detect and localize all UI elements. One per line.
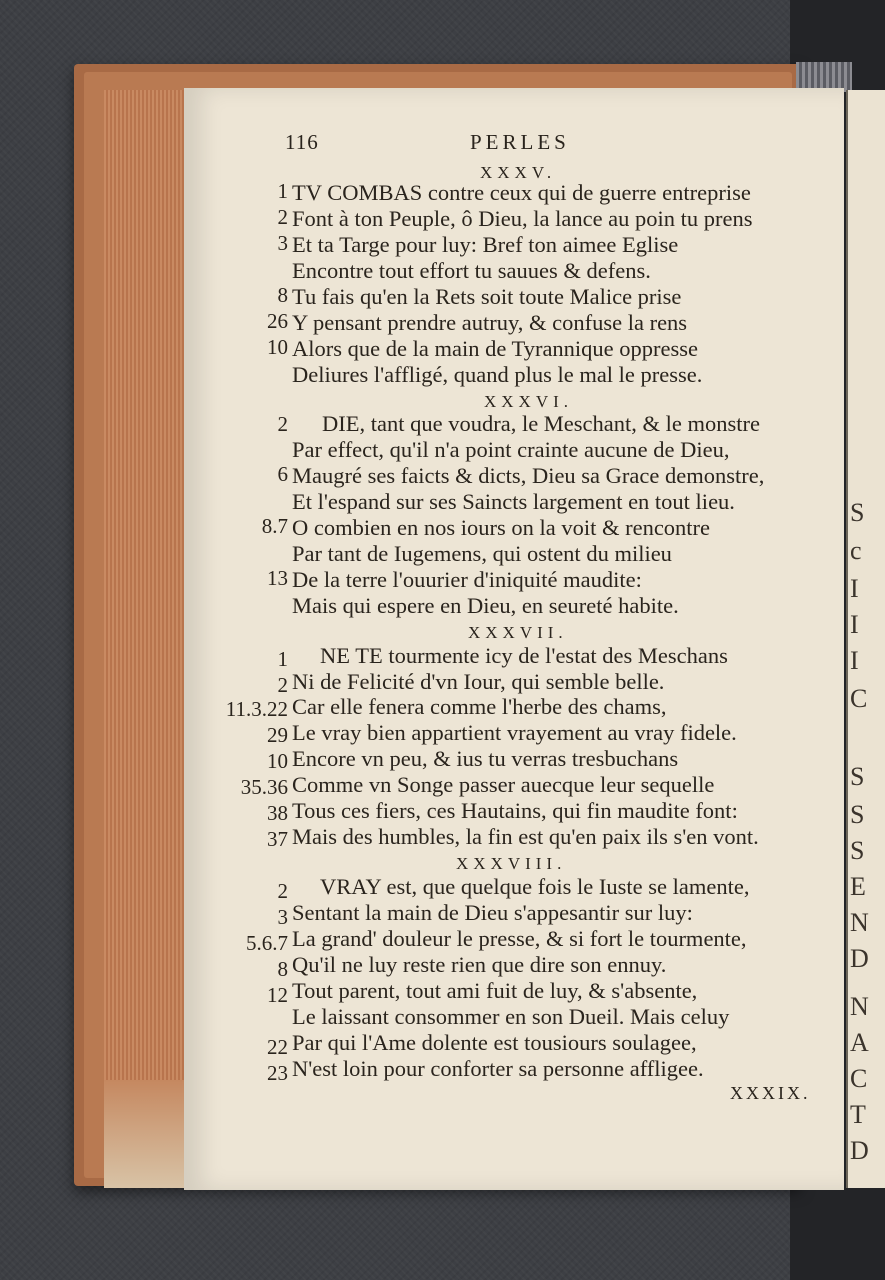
page-edges-lower: [104, 1080, 190, 1188]
verse-line: NE TE tourmente icy de l'estat des Meschans: [320, 643, 728, 668]
section-heading: XXXVIII.: [456, 854, 567, 873]
verse-line: Qu'il ne luy reste rien que dire son ennuy.: [292, 952, 667, 977]
verse-line: Par tant de Iugemens, qui ostent du milieu: [292, 541, 672, 566]
verse-line: Ni de Felicité d'vn Iour, qui semble belle.: [292, 669, 665, 694]
facing-page-edge: S c I I I C S S S E N D N A C T D: [846, 90, 885, 1188]
verse-line: Mais des humbles, la fin est qu'en paix ils s'en vont.: [292, 824, 759, 849]
verse-line: Alors que de la main de Tyrannique oppresse: [292, 336, 699, 361]
verse-ref: 8: [277, 957, 288, 981]
verse-ref: 11.3.22: [225, 697, 288, 721]
verse-line: VRAY est, que quelque fois le Iuste se lamente,: [320, 874, 750, 899]
verse-ref: 12: [267, 983, 288, 1007]
verse-line: Encore vn peu, & ius tu verras tresbuchans: [292, 746, 679, 771]
verse-line: De la terre l'ouurier d'iniquité maudite:: [292, 567, 642, 592]
verse-ref: 5.6.7: [246, 931, 288, 955]
page-number: 116: [285, 130, 319, 154]
verse-line: N'est loin pour conforter sa personne affligee.: [292, 1056, 704, 1081]
verse-ref: 3: [277, 231, 288, 255]
verse-ref: 23: [267, 1061, 288, 1085]
verse-ref: 2: [277, 673, 288, 697]
verse-line: Encontre tout effort tu sauues & defens.: [292, 258, 651, 283]
verse-line: Le vray bien appartient vrayement au vray fidele.: [292, 720, 737, 745]
verse-ref: 35.36: [240, 775, 288, 799]
verse-ref: 2: [277, 205, 288, 229]
verse-line: La grand' douleur le presse, & si fort le tourmente,: [292, 926, 747, 951]
verse-ref: 10: [267, 335, 288, 359]
catchword: XXXIX.: [730, 1083, 811, 1103]
verse-ref: 1: [277, 179, 288, 203]
verse-line: Y pensant prendre autruy, & confuse la rens: [292, 310, 688, 335]
verse-line: Font à ton Peuple, ô Dieu, la lance au poin tu prens: [292, 206, 753, 231]
page-edges: [104, 90, 191, 1188]
verse-line: Et l'espand sur ses Saincts largement en tout lieu.: [292, 489, 735, 514]
verse-line: Mais qui espere en Dieu, en seureté habite.: [292, 593, 679, 618]
verse-line: Tout parent, tout ami fuit de luy, & s'absente,: [292, 978, 698, 1003]
section-heading: XXXVII.: [468, 623, 568, 642]
verse-ref: 38: [267, 801, 288, 825]
verse-line: Maugré ses faicts & dicts, Dieu sa Grace demonstre,: [292, 463, 765, 488]
verse-line: Par effect, qu'il n'a point crainte aucune de Dieu,: [292, 437, 730, 462]
verse-ref: 22: [267, 1035, 288, 1059]
verse-line: Comme vn Songe passer auecque leur sequelle: [292, 772, 715, 797]
verse-line: O combien en nos iours on la voit & rencontre: [292, 515, 711, 540]
verse-line: TV COMBAS contre ceux qui de guerre entreprise: [292, 180, 751, 205]
verse-line: Tu fais qu'en la Rets soit toute Malice prise: [292, 284, 682, 309]
verse-line: Deliures l'affligé, quand plus le mal le presse.: [292, 362, 703, 387]
verse-ref: 10: [267, 749, 288, 773]
verse-ref: 8.7: [261, 514, 288, 538]
verse-line: Sentant la main de Dieu s'appesantir sur luy:: [292, 900, 693, 925]
running-title: PERLES: [470, 130, 570, 154]
verse-ref: 3: [277, 905, 288, 929]
verse-ref: 13: [267, 566, 288, 590]
verse-line: Tous ces fiers, ces Hautains, qui fin maudite font:: [292, 798, 738, 823]
verse-line: Par qui l'Ame dolente est tousiours soulagee,: [292, 1030, 697, 1055]
verse-line: DIE, tant que voudra, le Meschant, & le monstre: [322, 411, 761, 436]
verse-line: Et ta Targe pour luy: Bref ton aimee Eglise: [292, 232, 679, 257]
verse-ref: 6: [277, 462, 288, 486]
verse-ref: 37: [267, 827, 288, 851]
verse-line: Le laissant consommer en son Dueil. Mais celuy: [292, 1004, 730, 1029]
verse-ref: 29: [267, 723, 288, 747]
verse-ref: 8: [277, 283, 288, 307]
verse-ref: 2: [277, 879, 288, 903]
section-heading: XXXVI.: [484, 392, 574, 411]
verse-ref: 1: [277, 647, 288, 671]
verse-line: Car elle fenera comme l'herbe des chams,: [292, 694, 667, 719]
verse-ref: 2: [277, 412, 288, 436]
section-heading: XXXV.: [480, 163, 557, 182]
verse-ref: 26: [267, 309, 288, 333]
